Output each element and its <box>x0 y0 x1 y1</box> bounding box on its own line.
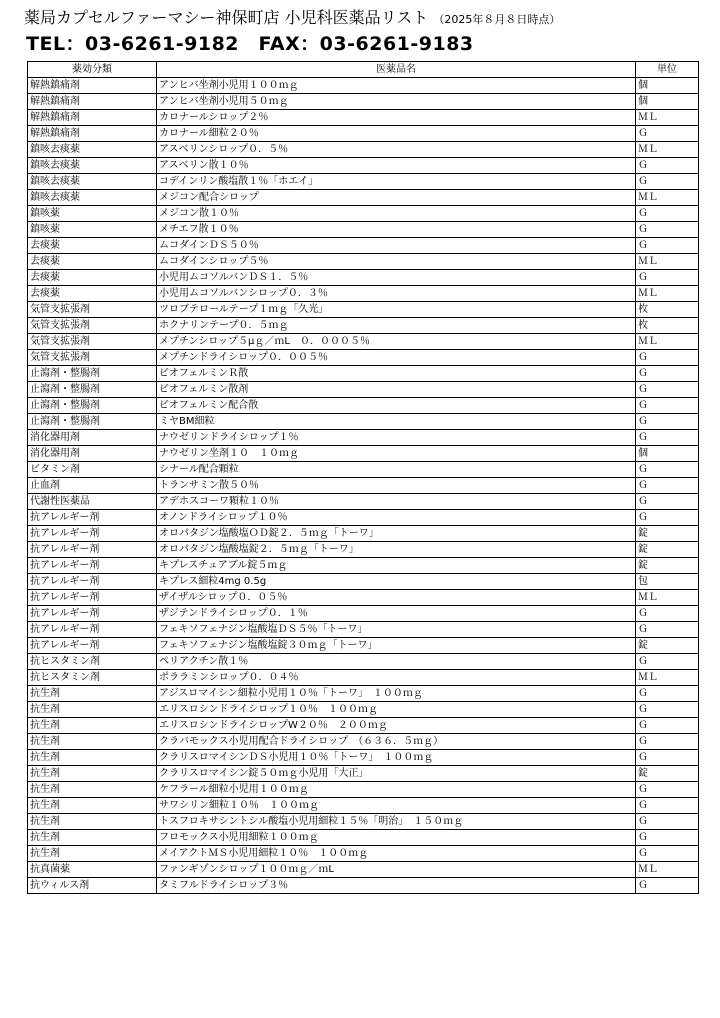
medicine-name-cell: キプレスチュアブル錠５ｍｇ <box>157 558 636 574</box>
table-row <box>28 462 699 478</box>
table-row <box>28 638 699 654</box>
medicine-name-cell: アジスロマイシン細粒小児用１０％「トーワ」 １００ｍｇ <box>157 686 636 702</box>
category-cell: 抗生剤 <box>28 814 157 830</box>
unit-cell: 錠 <box>636 526 699 542</box>
medicine-name-cell: ファンギゾンシロップ１００ｍｇ／ｍL <box>157 862 636 878</box>
medicine-name-cell: ナウゼリンドライシロップ１％ <box>157 430 636 446</box>
medicine-name-cell: ナウゼリン坐剤１０ １０ｍｇ <box>157 446 636 462</box>
unit-cell: Ｇ <box>636 478 699 494</box>
table-row <box>28 622 699 638</box>
medicine-name-cell: ビオフェルミン散剤 <box>157 382 636 398</box>
medicine-name-cell: ホクナリンテープ０．５ｍｇ <box>157 318 636 334</box>
medicine-name-cell: メイアクトＭＳ小児用細粒１０％ １００ｍｇ <box>157 846 636 862</box>
category-cell: 気管支拡張剤 <box>28 302 157 318</box>
category-cell: 気管支拡張剤 <box>28 334 157 350</box>
medicine-name-cell: フロモックス小児用細粒１００ｍｇ <box>157 830 636 846</box>
medicine-name-cell: エリスロシンドライシロップW２０％ ２００ｍｇ <box>157 718 636 734</box>
unit-cell: 個 <box>636 446 699 462</box>
unit-cell: Ｇ <box>636 782 699 798</box>
medicine-name-cell: トスフロキサシントシル酸塩小児用細粒１５％「明治」 １５０ｍｇ <box>157 814 636 830</box>
unit-cell: Ｇ <box>636 350 699 366</box>
table-row <box>28 494 699 510</box>
table-row <box>28 654 699 670</box>
table-row <box>28 142 699 158</box>
table-row <box>28 542 699 558</box>
medicine-name-cell: メチエフ散１０％ <box>157 222 636 238</box>
category-cell: 去痰薬 <box>28 254 157 270</box>
medicine-name-cell: ミヤBM細粒 <box>157 414 636 430</box>
table-row <box>28 126 699 142</box>
category-cell: 抗アレルギー剤 <box>28 558 157 574</box>
category-cell: 解熱鎮痛剤 <box>28 94 157 110</box>
category-cell: 消化器用剤 <box>28 446 157 462</box>
unit-cell: Ｇ <box>636 606 699 622</box>
unit-cell: ＭＬ <box>636 190 699 206</box>
category-cell: ビタミン剤 <box>28 462 157 478</box>
table-row <box>28 478 699 494</box>
category-cell: 鎮咳去痰薬 <box>28 190 157 206</box>
unit-cell: Ｇ <box>636 718 699 734</box>
category-cell: 抗ヒスタミン剤 <box>28 654 157 670</box>
unit-cell: Ｇ <box>636 238 699 254</box>
category-cell: 抗アレルギー剤 <box>28 606 157 622</box>
medicine-name-cell: タミフルドライシロップ３％ <box>157 878 636 894</box>
unit-cell: Ｇ <box>636 206 699 222</box>
category-cell: 止瀉剤・整腸剤 <box>28 366 157 382</box>
medicine-name-cell: アンヒバ坐剤小児用１００ｍｇ <box>157 78 636 94</box>
table-row <box>28 766 699 782</box>
unit-cell: Ｇ <box>636 158 699 174</box>
table-row <box>28 702 699 718</box>
column-header-category: 薬効分類 <box>28 62 157 78</box>
unit-cell: Ｇ <box>636 462 699 478</box>
unit-cell: Ｇ <box>636 702 699 718</box>
category-cell: 鎮咳去痰薬 <box>28 142 157 158</box>
category-cell: 抗生剤 <box>28 782 157 798</box>
medicine-name-cell: ポララミンシロップ０．０４％ <box>157 670 636 686</box>
medicine-name-cell: ペリアクチン散１％ <box>157 654 636 670</box>
table-body <box>28 78 699 894</box>
medicine-name-cell: クラバモックス小児用配合ドライシロップ （６３６．５ｍｇ） <box>157 734 636 750</box>
medicine-name-cell: コデインリン酸塩散１％「ホエイ」 <box>157 174 636 190</box>
table-row <box>28 446 699 462</box>
category-cell: 抗真菌薬 <box>28 862 157 878</box>
category-cell: 止瀉剤・整腸剤 <box>28 382 157 398</box>
unit-cell: 錠 <box>636 766 699 782</box>
medicine-name-cell: 小児用ムコソルバンＤＳ１．５％ <box>157 270 636 286</box>
unit-cell: Ｇ <box>636 414 699 430</box>
category-cell: 抗アレルギー剤 <box>28 510 157 526</box>
as-of-date: （2025年８月８日時点） <box>433 13 561 26</box>
unit-cell: Ｇ <box>636 494 699 510</box>
table-row <box>28 750 699 766</box>
category-cell: 抗生剤 <box>28 846 157 862</box>
unit-cell: ＭＬ <box>636 670 699 686</box>
medicine-name-cell: ザジテンドライシロップ０．１％ <box>157 606 636 622</box>
medicine-table <box>27 61 699 894</box>
unit-cell: ＭＬ <box>636 254 699 270</box>
category-cell: 抗アレルギー剤 <box>28 622 157 638</box>
unit-cell: Ｇ <box>636 126 699 142</box>
medicine-name-cell: 小児用ムコソルバンシロップ０．３％ <box>157 286 636 302</box>
unit-cell: 錠 <box>636 558 699 574</box>
unit-cell: Ｇ <box>636 686 699 702</box>
table-row <box>28 574 699 590</box>
unit-cell: Ｇ <box>636 830 699 846</box>
medicine-name-cell: シナール配合顆粒 <box>157 462 636 478</box>
unit-cell: Ｇ <box>636 366 699 382</box>
table-row <box>28 862 699 878</box>
medicine-name-cell: ケフラール細粒小児用１００ｍｇ <box>157 782 636 798</box>
medicine-name-cell: ムコダインシロップ５％ <box>157 254 636 270</box>
category-cell: 抗生剤 <box>28 718 157 734</box>
document-title <box>24 8 560 30</box>
table-row <box>28 814 699 830</box>
table-row <box>28 110 699 126</box>
unit-cell: Ｇ <box>636 398 699 414</box>
medicine-name-cell: メプチンドライシロップ０．００５％ <box>157 350 636 366</box>
category-cell: 抗生剤 <box>28 830 157 846</box>
medicine-name-cell: メプチンシロップ５μｇ／ｍL ０．０００５％ <box>157 334 636 350</box>
category-cell: 代謝性医薬品 <box>28 494 157 510</box>
table-row <box>28 414 699 430</box>
medicine-name-cell: キプレス細粒4mg 0.5g <box>157 574 636 590</box>
category-cell: 解熱鎮痛剤 <box>28 126 157 142</box>
table-row <box>28 846 699 862</box>
title-text: 薬局カプセルファーマシー神保町店 小児科医薬品リスト <box>24 8 429 27</box>
table-row <box>28 798 699 814</box>
unit-cell: Ｇ <box>636 510 699 526</box>
category-cell: 去痰薬 <box>28 238 157 254</box>
category-cell: 気管支拡張剤 <box>28 350 157 366</box>
column-header-medicine: 医薬品名 <box>157 62 636 78</box>
unit-cell: Ｇ <box>636 846 699 862</box>
medicine-name-cell: アスベリン散１０％ <box>157 158 636 174</box>
medicine-name-cell: メジコン配合シロップ <box>157 190 636 206</box>
table-row <box>28 526 699 542</box>
unit-cell: ＭＬ <box>636 862 699 878</box>
table-row <box>28 590 699 606</box>
category-cell: 鎮咳去痰薬 <box>28 174 157 190</box>
unit-cell: 個 <box>636 94 699 110</box>
unit-cell: 錠 <box>636 542 699 558</box>
unit-cell: Ｇ <box>636 750 699 766</box>
category-cell: 抗生剤 <box>28 686 157 702</box>
unit-cell: ＭＬ <box>636 110 699 126</box>
table-row <box>28 366 699 382</box>
category-cell: 去痰薬 <box>28 286 157 302</box>
category-cell: 抗生剤 <box>28 766 157 782</box>
medicine-name-cell: ザイザルシロップ０．０５％ <box>157 590 636 606</box>
medicine-name-cell: ビオフェルミンＲ散 <box>157 366 636 382</box>
table-row <box>28 382 699 398</box>
medicine-name-cell: サワシリン細粒１０％ １００ｍｇ <box>157 798 636 814</box>
table-row <box>28 222 699 238</box>
medicine-name-cell: ツロブテロールテープ１ｍｇ「久光」 <box>157 302 636 318</box>
table-row <box>28 558 699 574</box>
category-cell: 抗アレルギー剤 <box>28 542 157 558</box>
table-row <box>28 270 699 286</box>
category-cell: 抗アレルギー剤 <box>28 574 157 590</box>
category-cell: 解熱鎮痛剤 <box>28 110 157 126</box>
category-cell: 去痰薬 <box>28 270 157 286</box>
table-row <box>28 158 699 174</box>
table-row <box>28 430 699 446</box>
unit-cell: Ｇ <box>636 798 699 814</box>
medicine-name-cell: フェキソフェナジン塩酸塩ＤＳ５％「トーワ」 <box>157 622 636 638</box>
medicine-name-cell: オロパタジン塩酸塩錠２．５ｍｇ「トーワ」 <box>157 542 636 558</box>
table-row <box>28 398 699 414</box>
table-row <box>28 238 699 254</box>
medicine-name-cell: オノンドライシロップ１０％ <box>157 510 636 526</box>
table-row <box>28 686 699 702</box>
medicine-name-cell: クラリスロマイシン錠５０ｍｇ小児用「大正」 <box>157 766 636 782</box>
medicine-name-cell: アンヒバ坐剤小児用５０ｍｇ <box>157 94 636 110</box>
medicine-name-cell: カロナール細粒２０％ <box>157 126 636 142</box>
unit-cell: 個 <box>636 78 699 94</box>
category-cell: 解熱鎮痛剤 <box>28 78 157 94</box>
category-cell: 抗生剤 <box>28 702 157 718</box>
medicine-name-cell: ムコダインＤＳ５０％ <box>157 238 636 254</box>
table-row <box>28 350 699 366</box>
category-cell: 抗ヒスタミン剤 <box>28 670 157 686</box>
column-header-unit: 単位 <box>636 62 699 78</box>
unit-cell: Ｇ <box>636 382 699 398</box>
medicine-name-cell: オロパタジン塩酸塩ＯＤ錠２．５ｍｇ「トーワ」 <box>157 526 636 542</box>
unit-cell: Ｇ <box>636 430 699 446</box>
category-cell: 鎮咳薬 <box>28 206 157 222</box>
table-row <box>28 190 699 206</box>
unit-cell: 枚 <box>636 302 699 318</box>
category-cell: 抗生剤 <box>28 734 157 750</box>
category-cell: 抗ウィルス剤 <box>28 878 157 894</box>
table-row <box>28 254 699 270</box>
medicine-name-cell: フェキソフェナジン塩酸塩錠３０ｍｇ「トーワ」 <box>157 638 636 654</box>
unit-cell: 枚 <box>636 318 699 334</box>
medicine-name-cell: ビオフェルミン配合散 <box>157 398 636 414</box>
medicine-name-cell: エリスロシンドライシロップ１０％ １００ｍｇ <box>157 702 636 718</box>
category-cell: 抗アレルギー剤 <box>28 526 157 542</box>
medicine-name-cell: アスベリンシロップ０．５％ <box>157 142 636 158</box>
category-cell: 気管支拡張剤 <box>28 318 157 334</box>
category-cell: 鎮咳薬 <box>28 222 157 238</box>
category-cell: 鎮咳去痰薬 <box>28 158 157 174</box>
unit-cell: Ｇ <box>636 622 699 638</box>
unit-cell: ＭＬ <box>636 590 699 606</box>
unit-cell: Ｇ <box>636 734 699 750</box>
category-cell: 止血剤 <box>28 478 157 494</box>
table-row <box>28 830 699 846</box>
table-row <box>28 734 699 750</box>
unit-cell: ＭＬ <box>636 334 699 350</box>
table-row <box>28 286 699 302</box>
contact-numbers: TEL：03-6261-9182 FAX：03-6261-9183 <box>26 33 474 55</box>
category-cell: 抗生剤 <box>28 750 157 766</box>
table-row <box>28 782 699 798</box>
unit-cell: ＭＬ <box>636 286 699 302</box>
medicine-name-cell: アデホスコーワ顆粒１０％ <box>157 494 636 510</box>
table-row <box>28 174 699 190</box>
category-cell: 抗アレルギー剤 <box>28 590 157 606</box>
table-header-row <box>28 62 699 78</box>
unit-cell: Ｇ <box>636 174 699 190</box>
table-row <box>28 318 699 334</box>
medicine-name-cell: トランサミン散５０％ <box>157 478 636 494</box>
unit-cell: 錠 <box>636 638 699 654</box>
unit-cell: 包 <box>636 574 699 590</box>
table-row <box>28 206 699 222</box>
table-row <box>28 94 699 110</box>
unit-cell: ＭＬ <box>636 142 699 158</box>
table-row <box>28 878 699 894</box>
table-row <box>28 670 699 686</box>
unit-cell: Ｇ <box>636 878 699 894</box>
table-row <box>28 78 699 94</box>
unit-cell: Ｇ <box>636 270 699 286</box>
category-cell: 抗アレルギー剤 <box>28 638 157 654</box>
unit-cell: Ｇ <box>636 222 699 238</box>
table-row <box>28 606 699 622</box>
unit-cell: Ｇ <box>636 654 699 670</box>
table-row <box>28 718 699 734</box>
category-cell: 抗生剤 <box>28 798 157 814</box>
unit-cell: Ｇ <box>636 814 699 830</box>
table-row <box>28 334 699 350</box>
table-row <box>28 510 699 526</box>
medicine-name-cell: クラリスロマイシンＤＳ小児用１０％「トーワ」 １００ｍｇ <box>157 750 636 766</box>
category-cell: 止瀉剤・整腸剤 <box>28 398 157 414</box>
table-row <box>28 302 699 318</box>
medicine-name-cell: カロナールシロップ２％ <box>157 110 636 126</box>
category-cell: 消化器用剤 <box>28 430 157 446</box>
medicine-name-cell: メジコン散１０％ <box>157 206 636 222</box>
category-cell: 止瀉剤・整腸剤 <box>28 414 157 430</box>
